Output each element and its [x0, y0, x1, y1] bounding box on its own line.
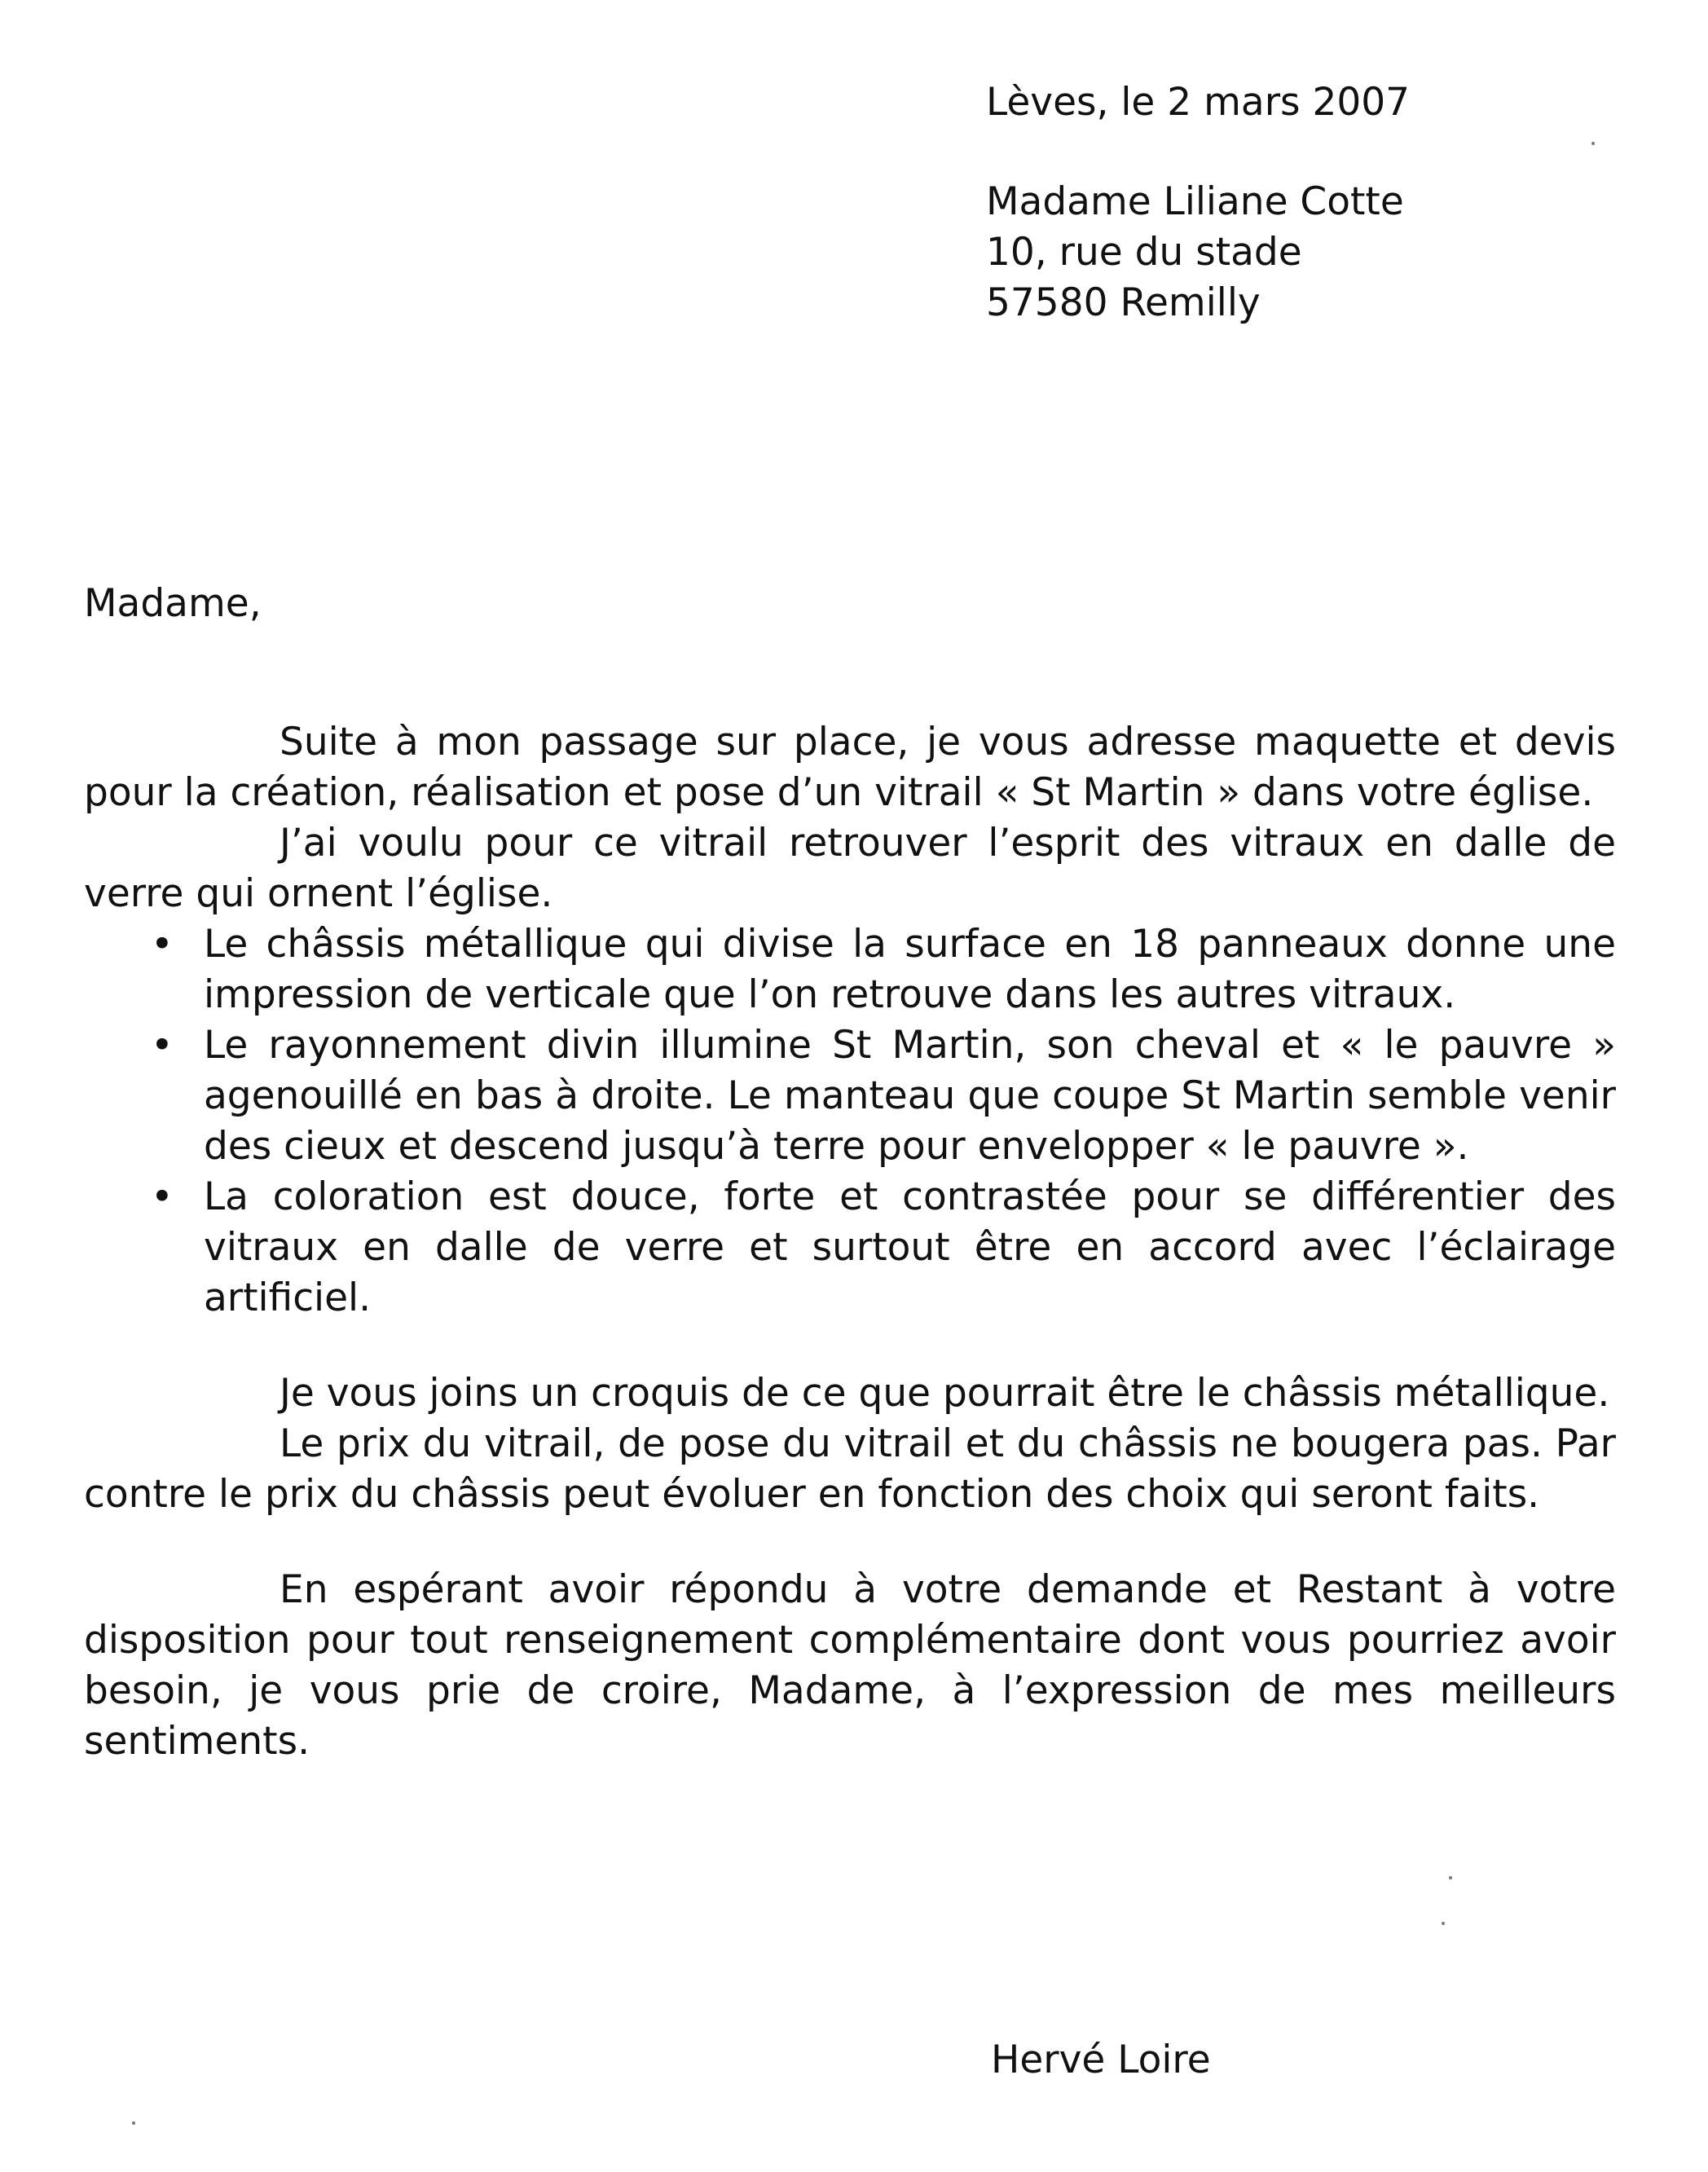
- bullet-icon: •: [151, 922, 174, 967]
- list-item-text: Le rayonnement divin illumine St Martin, son cheval et « le pauvre » agenouillé en bas à droite. Le manteau que coupe St Martin semble venir des cieux et descend jusqu’à terre pour envelopper « le pauvre ».: [204, 1023, 1616, 1169]
- paragraph-intro: Suite à mon passage sur place, je vous adresse maquette et devis pour la création, réalisation et pose d’un vitrail « St Martin » dans votre église.: [84, 720, 1616, 815]
- scan-speck: [132, 2121, 135, 2125]
- spacer: [84, 1520, 1616, 1565]
- bullet-icon: •: [151, 1174, 174, 1219]
- list-item: [84, 1020, 1616, 1172]
- paragraph-closing: En espérant avoir répondu à votre demande et Restant à votre disposition pour tout renseignement complémentaire dont vous pourriez avoir besoin, je vous prie de croire, Madame, à l’expression de mes meilleurs sentiments.: [84, 1567, 1616, 1764]
- letter-body: [84, 717, 1616, 1767]
- scan-speck: [1442, 1922, 1445, 1925]
- scan-speck: [1449, 1876, 1452, 1879]
- bullet-list: [84, 919, 1616, 1324]
- recipient-city: 57580 Remilly: [986, 280, 1261, 325]
- paragraph-price: Le prix du vitrail, de pose du vitrail et du châssis ne bougera pas. Par contre le prix du châssis peut évoluer en fonction des choix qui seront faits.: [84, 1421, 1616, 1517]
- list-item-text: La coloration est douce, forte et contrastée pour se différentier des vitraux en dalle de verre et surtout être en accord avec l’éclairage artificiel.: [204, 1174, 1616, 1320]
- scan-speck: [1591, 142, 1595, 145]
- recipient-street: 10, rue du stade: [986, 230, 1302, 275]
- signature-name: Hervé Loire: [991, 2038, 1211, 2082]
- place-date: Lèves, le 2 mars 2007: [986, 80, 1411, 125]
- bullet-icon: •: [151, 1023, 174, 1068]
- paragraph-spirit: J’ai voulu pour ce vitrail retrouver l’esprit des vitraux en dalle de verre qui ornent l’église.: [84, 821, 1616, 916]
- salutation: Madame,: [84, 581, 262, 626]
- paragraph-sketch: Je vous joins un croquis de ce que pourrait être le châssis métallique.: [280, 1371, 1610, 1416]
- list-item: [84, 919, 1616, 1020]
- list-item-text: Le châssis métallique qui divise la surface en 18 panneaux donne une impression de verticale que l’on retrouve dans les autres vitraux.: [204, 922, 1616, 1017]
- spacer: [84, 1324, 1616, 1368]
- recipient-name: Madame Liliane Cotte: [986, 179, 1404, 224]
- header-address-block: [986, 77, 1654, 328]
- list-item: [84, 1172, 1616, 1324]
